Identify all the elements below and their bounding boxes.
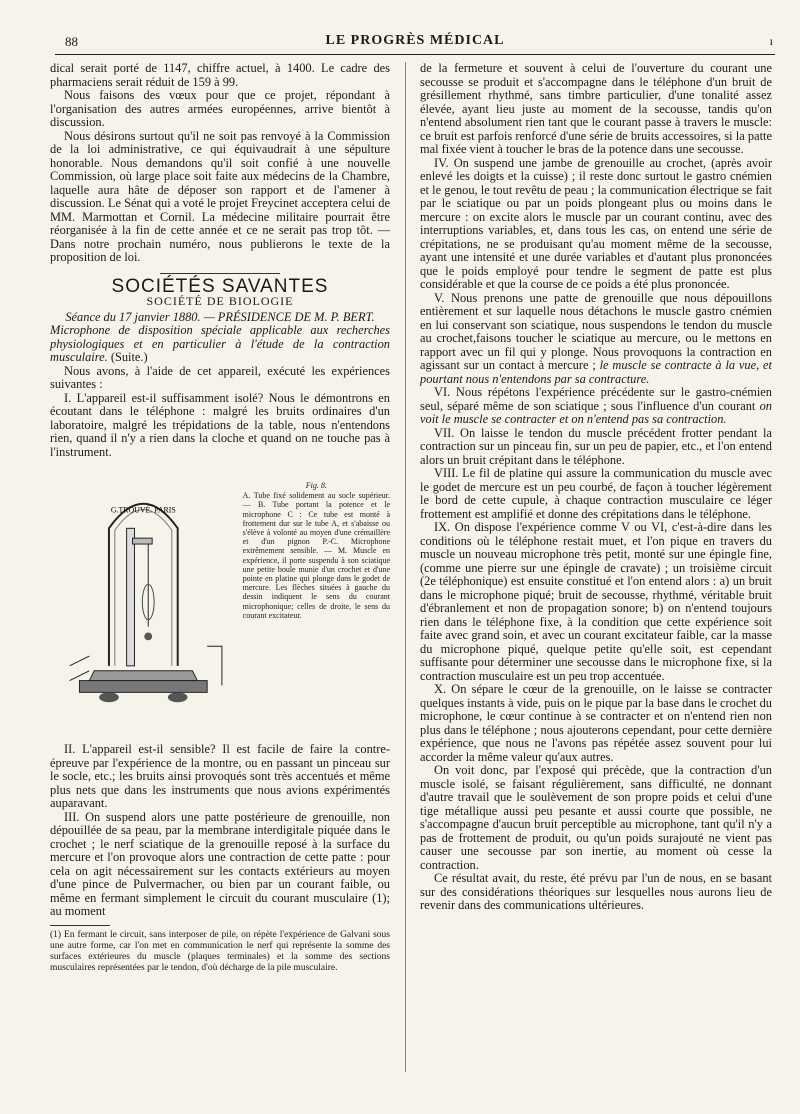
footnote: (1) En fermant le circuit, sans interposer de pile, on répète l'expérience de Galvani sous une autre forme, car l'on met en communication le nerf qui représente la somme des surfaces extérieures du muscle (plaques terminales) et la somme des sections musculaires représentées par le tendon, d'où décharge de la pile musculaire. [50,929,390,973]
paragraph-text: VI. Nous répétons l'expérience précédente sur le gastro-cnémien seul, séparé même de son sciatique ; sous l'influence d'un courant [420,385,772,413]
society-heading: SOCIÉTÉ DE BIOLOGIE [146,294,294,308]
paragraph: IV. On suspend une jambe de grenouille au crochet, (après avoir enlevé les doigts et la cuisse) ; il reste donc surtout le gastro cnémien et le genou, le tout revêtu de peau ; la communication électrique se fait par le sciatique ou par un poids plongeant plus ou moins dans le mercure : on excite alors le muscle par un courant continu, avec des interruptions variables, et, dans tous les cas, on entend une série de crépitations, ne se produisant qu'au moment même de la secousse, ayant une intensité et une durée variables et d'autant plus prononcées que le poids employé pour tendre le segment de patte est plus considérable et que la course de ce poids a été plus prononcée. [420,155,772,291]
page-header [55,30,775,55]
column-divider [405,62,406,1072]
paragraph: X. On sépare le cœur de la grenouille, on le laisse se contracter quelques instants à vide, puis on le pique par la base dans le crochet du microphone, le cœur continue à se contracter et on n'entend rien non plus dans le téléphone ; nous ajouterons cependant, pour cette dernière expérience, que nous ne l'avons pas répétée assez souvent pour lui accorder la même valeur qu'aux autres. [420,682,773,764]
paragraph: III. On suspend alors une patte postérieure de grenouille, non dépouillée de sa peau, par la membrane interdigitale piquée dans le crochet ; le nerf sciatique de la grenouille reposé à la surface du mercure et l'on provoque alors une contraction de cette patte : pour cela on agit nécessairement sur les contacts extérieurs au moyen d'une pince de Pulvermacher, ou bien par un courant faible, ou même en fermant simplement le circuit du courant musculaire (1); au moment [50,809,390,918]
corner-mark: ı [769,34,773,48]
paragraph: Nous faisons des vœux pour que ce projet, répondant à l'organisation des autres armées européennes, arrive bientôt à discussion. [50,88,390,129]
right-column [420,62,772,913]
paragraph-emphasis: on voit le muscle se contracter et on n'entend pas sa contraction. [420,398,772,426]
footnote-separator [50,925,110,926]
article-title-text: Microphone de disposition spéciale applicable aux recherches physiologiques et en particulier à l'étude de la contraction musculaire. [50,323,390,364]
paragraph: II. L'appareil est-il sensible? Il est facile de faire la contre-épreuve par l'expérience de la montre, ou en passant un pinceau sur le socle, etc.; les bruits ainsi provoqués sont très accentués et même plus nets que dans les instruments que nous avions expérimentés auparavant. [50,742,390,810]
section-title: SOCIÉTÉS SAVANTES [111,275,329,297]
page-number: 88 [65,34,78,49]
left-column [50,62,390,974]
figure-caption-text: A. Tube fixé solidement au socle supérieur. — B. Tube portant la potence et le microphone C : Ce tube est monté à frottement dur sur le tube A, et s'abaisse ou s'élève à volonté au moyen d'une crémaillère et d'un pignon P.-C. Microphone extrêmement sensible. — M. Muscle en expérience, il porte suspendu à son sciatique une petite boule munie d'un crochet et d'une pointe en platine qui plonge dans le godet de mercure. Les flèches situées à gauche du dessin indiquent le sens du courant microphonique; celles de droite, le sens du courant excitateur. [242,491,390,620]
article-suite: (Suite.) [110,350,148,364]
paragraph: Nous désirons surtout qu'il ne soit pas renvoyé à la Commission de la loi administrative, ce qui équivaudrait à une sépulture honorable. Nous demandons qu'il soit confié à une nouvelle Commission, où large place soit faite aux médecins de la Chambre, laquelle aura hâte de déposer son rapport et de l'amener à discussion. Le Sénat qui a voté le projet Freycinet acceptera celui de MM. Marmottan et Cornil. La médecine militaire pourrait être réorganisée à la fin de cette année et ce ne serait pas trop tôt. — Dans notre prochain numéro, nous publierons le texte de la proposition de loi. [50,128,390,264]
paragraph: Ce résultat avait, du reste, été prévu par l'un de nous, en se basant sur des considérations théoriques sur lesquelles nous aurons lieu de revenir dans des communications ultérieures. [420,871,772,912]
paragraph [420,386,772,427]
paragraph: On voit donc, par l'exposé qui précède, que la contraction d'un muscle isolé, se faisant régulièrement, sans difficulté, ne donnant d'autre travail que le soulèvement de son propre poids et celui d'une tige métallique aussi peu pesante et aussi courte que possible, ne s'accompagne d'aucun bruit perceptible au microphone, tant qu'il n'y a pas de frottement de produit, ou qu'un poids surajouté ne vient pas causer une secousse par son inertie, au moment où cesse la contraction. [420,763,772,872]
running-title: LE PROGRÈS MÉDICAL [325,33,505,48]
paragraph: VII. On laisse le tendon du muscle précédent frotter pendant la contraction sur un pinceau fin, sur un peu de papier, etc., et l'on entend alors un bruit crépitant dans le téléphone. [420,425,772,467]
figure-label-top: G.TROUVÉ. PARIS [110,505,176,515]
paragraph-text: V. Nous prenons une patte de grenouille que nous dépouillons entièrement et sur laquelle nous détachons le muscle gastro cnémien en lui conservant son sciatique, nous suspendons le tendon du muscle au crochet,faisons toucher le sciatique au mercure, ou le mettons en rapport avec un fil qui y plonge. Nous provoquons la contraction en agissant sur un contact à mercure ; [420,290,772,372]
article-title [50,324,390,365]
paragraph: I. L'appareil est-il suffisamment isolé? Nous le démontrons en écoutant dans le téléphone : malgré les bruits ordinaires d'un laboratoire, malgré les trépidations de la table, nous n'entendons rien, quand il n'y a rien dans la cloche et quand on ne touche pas à l'instrument. [50,390,390,459]
paragraph: Nous avons, à l'aide de cet appareil, exécuté les expériences suivantes : [50,363,390,391]
section-separator [160,273,280,274]
paragraph [420,292,772,387]
paragraph: dical serait porté de 1147, chiffre actuel, à 1400. Le cadre des pharmaciens serait réduit de 159 à 99. [50,61,390,89]
microphone-apparatus-illustration [50,467,237,737]
figure-caption-title: Fig. 8. [305,481,327,490]
paragraph: VIII. Le fil de platine qui assure la communication du muscle avec le godet de mercure est un peu courbé, de façon à toucher légèrement le bord de cette cupule, à chaque contraction musculaire ce léger frottement est amplifié et donne des crépitations dans le téléphone. [420,466,772,521]
paragraph: IX. On dispose l'expérience comme V ou VI, c'est-à-dire dans les conditions où le téléphone restait muet, et l'on pique en travers du muscle un nouveau microphone très petit, monté sur une épingle fine, (comme une pierre sur une épingle de cravate) ; un troisième circuit (2e téléphonique) est ensuite constitué et l'on entend alors : a) un bruit dans le microphone piqué; bruit de secousse, rhythmé, véritable bruit d'ébranlement et non de propagation sonore; b) on n'entend toujours rien dans le téléphone fixe, à la condition que cette expérience soit faite avec grand soin, et avec un courant excitateur faible, car la masse du microphone piqué, quelque petite qu'elle soit, est cependant suffisante pour déterminer une secousse dans le microphone fixe, si la contraction musculaire est un peu trop accentuée. [420,520,772,683]
paragraph: de la fermeture et souvent à celui de l'ouverture du courant une secousse se produit et s'accompagne dans le téléphone d'un bruit de grésillement rhythmé, sans timbre particulier, d'une tonalité assez élevée, ayant lieu juste au moment de la secousse, tandis qu'on n'entend absolument rien tant que le courant passe à travers le muscle: ce bruit est parfois renforcé d'une série de bruits accessoires, si la patte mal fixée vient à toucher le bras de la potence dans une secousse. [420,61,772,156]
paragraph-emphasis: le muscle se contracte à la vue, et pourtant nous n'entendons par sa contracture. [420,358,772,386]
figure-caption [237,467,390,737]
figure-8 [50,467,390,737]
session-line: Séance du 17 janvier 1880. — PRÉSIDENCE DE M. P. BERT. [65,309,375,324]
